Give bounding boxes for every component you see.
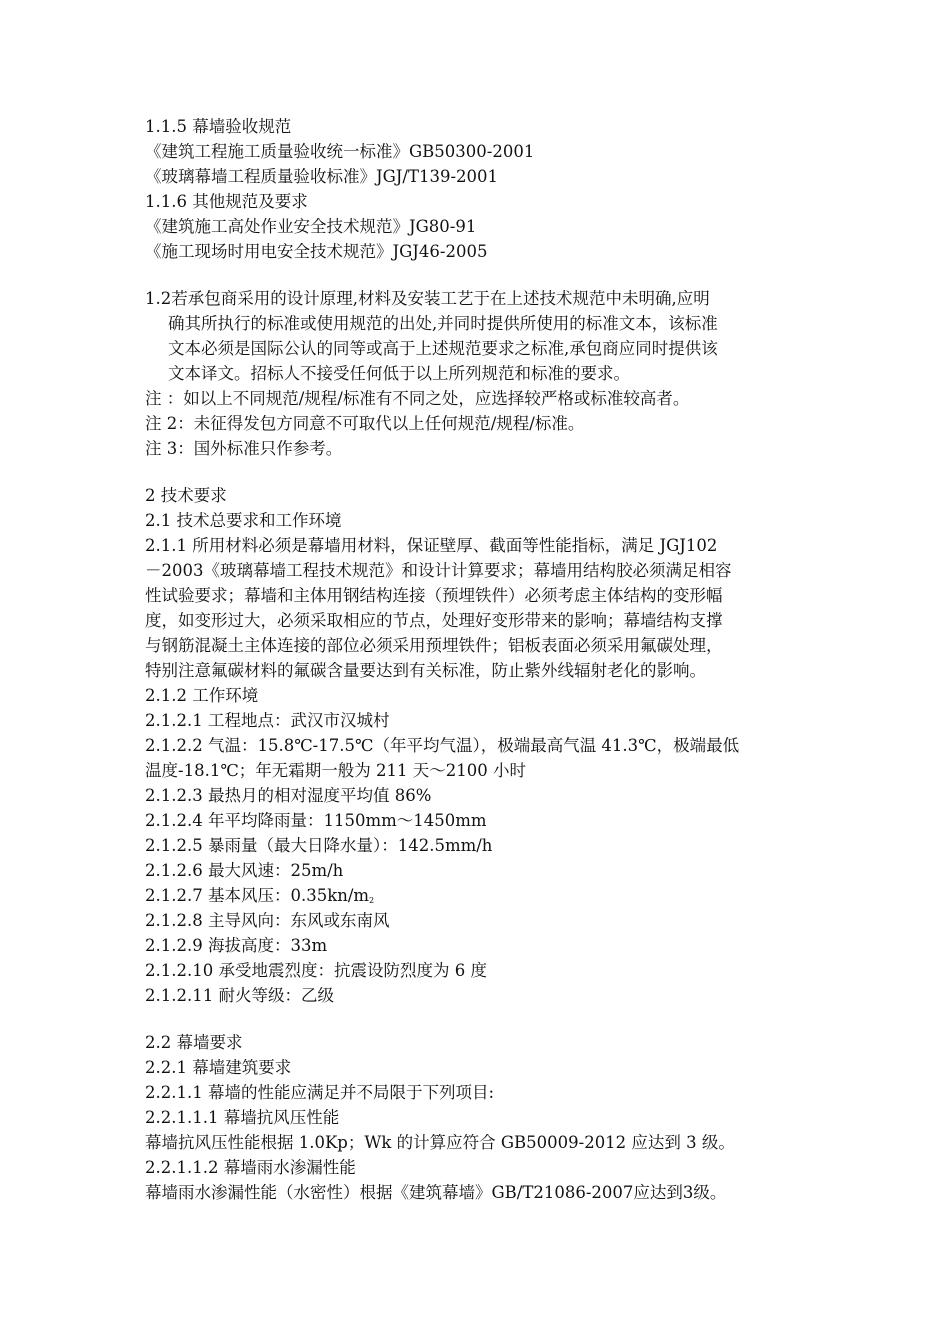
wind-resistance-text: 幕墙抗风压性能根据 1.0Kp；Wk 的计算应符合 GB50009-2012 应达到 3 级。 — [145, 1133, 735, 1152]
env-temperature: 2.1.2.2 气温：15.8℃-17.5℃（年平均气温），极端最高气温 41.3℃，极端最低 — [145, 736, 740, 755]
env-fire-rating: 2.1.2.11 耐火等级：乙级 — [145, 986, 334, 1005]
heading-2-2: 2.2 幕墙要求 — [145, 1033, 243, 1052]
heading-1-1-5: 1.1.5 幕墙验收规范 — [145, 117, 292, 136]
para-1-2-line: 文本必须是国际公认的同等或高于上述规范要求之标准,承包商应同时提供该 — [168, 339, 718, 358]
heading-2-1-2: 2.1.2 工作环境 — [145, 686, 259, 705]
env-wind-direction: 2.1.2.8 主导风向：东风或东南风 — [145, 911, 390, 930]
para-2-1-1-line: 度，如变形过大，必须采取相应的节点，处理好变形带来的影响；幕墙结构支撑 — [145, 611, 723, 630]
env-location: 2.1.2.1 工程地点：武汉市汉城村 — [145, 711, 390, 730]
spacer — [145, 264, 815, 286]
standard-jgj46: 《施工现场时用电安全技术规范》JGJ46-2005 — [145, 242, 488, 261]
note-2: 注 2：未征得发包方同意不可取代以上任何规范/规程/标准。 — [145, 414, 585, 433]
env-wind-pressure — [145, 883, 815, 908]
note-3: 注 3：国外标准只作参考。 — [145, 439, 343, 458]
heading-2-2-1-1: 2.2.1.1 幕墙的性能应满足并不局限于下列项目: — [145, 1083, 495, 1102]
standard-jgj-t139: 《玻璃幕墙工程质量验收标准》JGJ/T139-2001 — [145, 167, 499, 186]
env-seismic: 2.1.2.10 承受地震烈度：抗震设防烈度为 6 度 — [145, 961, 487, 980]
document-body — [145, 114, 815, 1205]
para-2-1-1-line: 特别注意氟碳材料的氟碳含量要达到有关标准，防止紫外线辐射老化的影响。 — [145, 661, 706, 680]
wind-pressure-text: 2.1.2.7 基本风压：0.35kn/m — [145, 886, 370, 905]
heading-2-1: 2.1 技术总要求和工作环境 — [145, 511, 342, 530]
para-2-1-1-line: 与钢筋混凝土主体连接的部位必须采用预埋铁件；铝板表面必须采用氟碳处理， — [145, 636, 723, 655]
para-2-1-1-line: 2.1.1 所用材料必须是幕墙用材料，保证壁厚、截面等性能指标，满足 JGJ102 — [145, 536, 718, 555]
spacer — [145, 461, 815, 483]
para-1-2-line: 确其所执行的标准或使用规范的出处,并同时提供所使用的标准文本，该标准 — [168, 314, 718, 333]
standard-jg80: 《建筑施工高处作业安全技术规范》JG80-91 — [145, 217, 477, 236]
heading-1-1-6: 1.1.6 其他规范及要求 — [145, 192, 308, 211]
heading-2-2-1-1-2: 2.2.1.1.2 幕墙雨水渗漏性能 — [145, 1158, 356, 1177]
para-2-1-1-line: －2003《玻璃幕墙工程技术规范》和设计计算要求；幕墙用结构胶必须满足相容 — [145, 561, 732, 580]
env-storm: 2.1.2.5 暴雨量（最大日降水量）：142.5mm/h — [145, 836, 493, 855]
spacer — [145, 1008, 815, 1030]
heading-2-2-1: 2.2.1 幕墙建筑要求 — [145, 1058, 292, 1077]
wind-pressure-exponent: 2 — [369, 896, 375, 905]
para-2-1-1-line: 性试验要求；幕墙和主体用钢结构连接（预埋铁件）必须考虑主体结构的变形幅 — [145, 586, 723, 605]
standard-gb50300: 《建筑工程施工质量验收统一标准》GB50300-2001 — [145, 142, 535, 161]
water-tightness-text: 幕墙雨水渗漏性能（水密性）根据《建筑幕墙》GB/T21086-2007应达到3级。 — [145, 1183, 727, 1202]
heading-2: 2 技术要求 — [145, 486, 227, 505]
para-1-2-line: 文本译文。招标人不接受任何低于以上所列规范和标准的要求。 — [168, 364, 630, 383]
env-altitude: 2.1.2.9 海拔高度：33m — [145, 936, 328, 955]
env-wind-speed: 2.1.2.6 最大风速：25m/h — [145, 861, 344, 880]
note-1: 注 ：如以上不同规范/规程/标准有不同之处，应选择较严格或标准较高者。 — [145, 389, 690, 408]
env-temperature-cont: 温度-18.1℃；年无霜期一般为 211 天～2100 小时 — [145, 761, 526, 780]
env-rainfall: 2.1.2.4 年平均降雨量：1150mm～1450mm — [145, 811, 487, 830]
heading-2-2-1-1-1: 2.2.1.1.1 幕墙抗风压性能 — [145, 1108, 340, 1127]
env-humidity: 2.1.2.3 最热月的相对湿度平均值 86% — [145, 786, 432, 805]
para-1-2-line: 1.2若承包商采用的设计原理,材料及安装工艺于在上述技术规范中未明确,应明 — [145, 289, 710, 308]
